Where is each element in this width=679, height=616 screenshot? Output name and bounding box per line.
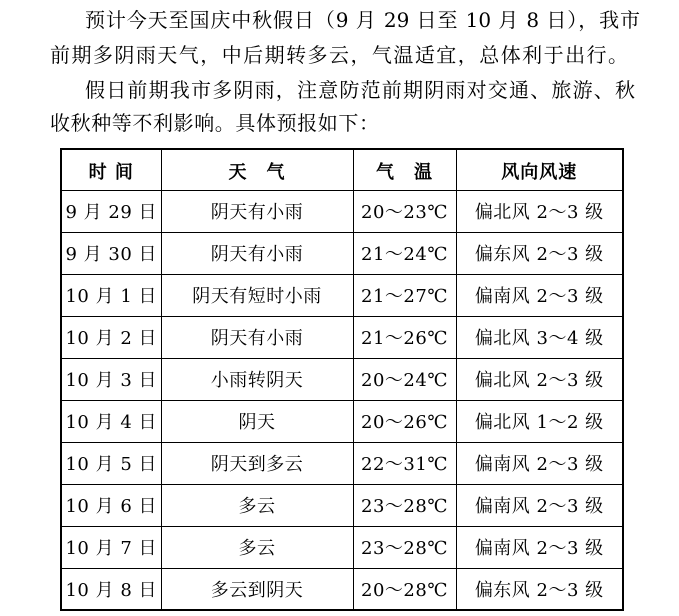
wind-cell: 偏北风 2～3 级 [456, 358, 623, 400]
date-cell: 9 月 29 日 [61, 190, 161, 232]
wind-cell: 偏北风 1～2 级 [456, 400, 623, 442]
table-row [61, 400, 623, 442]
header-wind: 风向风速 [456, 149, 623, 190]
temperature-cell: 20～28℃ [353, 568, 456, 610]
date-cell: 10 月 2 日 [61, 316, 161, 358]
wind-cell: 偏南风 2～3 级 [456, 484, 623, 526]
temperature-cell: 20～24℃ [353, 358, 456, 400]
table-row [61, 358, 623, 400]
temperature-cell: 20～23℃ [353, 190, 456, 232]
date-cell: 10 月 5 日 [61, 442, 161, 484]
table-row [61, 526, 623, 568]
table-row [61, 568, 623, 610]
date-cell: 10 月 7 日 [61, 526, 161, 568]
date-cell: 10 月 3 日 [61, 358, 161, 400]
weather-cell: 阴天有小雨 [161, 190, 353, 232]
wind-cell: 偏南风 2～3 级 [456, 274, 623, 316]
paragraph-2-line-1: 假日前期我市多阴雨，注意防范前期阴雨对交通、旅游、秋 [85, 78, 635, 102]
date-cell: 10 月 4 日 [61, 400, 161, 442]
temperature-cell: 22～31℃ [353, 442, 456, 484]
wind-cell: 偏南风 2～3 级 [456, 526, 623, 568]
weather-cell: 阴天到多云 [161, 442, 353, 484]
paragraph-1-line-1: 预计今天至国庆中秋假日（9 月 29 日至 10 月 8 日），我市 [85, 8, 640, 32]
temperature-cell: 20～26℃ [353, 400, 456, 442]
weather-cell: 阴天有小雨 [161, 316, 353, 358]
header-time: 时 间 [61, 149, 161, 190]
table-row [61, 484, 623, 526]
date-cell: 9 月 30 日 [61, 232, 161, 274]
date-cell: 10 月 6 日 [61, 484, 161, 526]
table-row [61, 316, 623, 358]
wind-cell: 偏东风 2～3 级 [456, 232, 623, 274]
table-row [61, 232, 623, 274]
table-row [61, 442, 623, 484]
weather-cell: 阴天有短时小雨 [161, 274, 353, 316]
header-weather: 天 气 [161, 149, 353, 190]
header-temperature: 气 温 [353, 149, 456, 190]
weather-cell: 阴天 [161, 400, 353, 442]
date-cell: 10 月 8 日 [61, 568, 161, 610]
date-cell: 10 月 1 日 [61, 274, 161, 316]
wind-cell: 偏东风 2～3 级 [456, 568, 623, 610]
weather-cell: 多云 [161, 526, 353, 568]
temperature-cell: 21～27℃ [353, 274, 456, 316]
weather-cell: 多云到阴天 [161, 568, 353, 610]
temperature-cell: 23～28℃ [353, 526, 456, 568]
table-row [61, 190, 623, 232]
table-row [61, 274, 623, 316]
temperature-cell: 21～24℃ [353, 232, 456, 274]
paragraph-1-line-2: 前期多阴雨天气，中后期转多云，气温适宜，总体利于出行。 [50, 43, 628, 67]
table-header-row [61, 149, 623, 190]
temperature-cell: 21～26℃ [353, 316, 456, 358]
weather-cell: 多云 [161, 484, 353, 526]
wind-cell: 偏北风 3～4 级 [456, 316, 623, 358]
weather-cell: 小雨转阴天 [161, 358, 353, 400]
wind-cell: 偏南风 2～3 级 [456, 442, 623, 484]
paragraph-2-line-2: 收秋种等不利影响。具体预报如下： [50, 111, 380, 135]
wind-cell: 偏北风 2～3 级 [456, 190, 623, 232]
temperature-cell: 23～28℃ [353, 484, 456, 526]
forecast-table [60, 148, 624, 611]
weather-cell: 阴天有小雨 [161, 232, 353, 274]
